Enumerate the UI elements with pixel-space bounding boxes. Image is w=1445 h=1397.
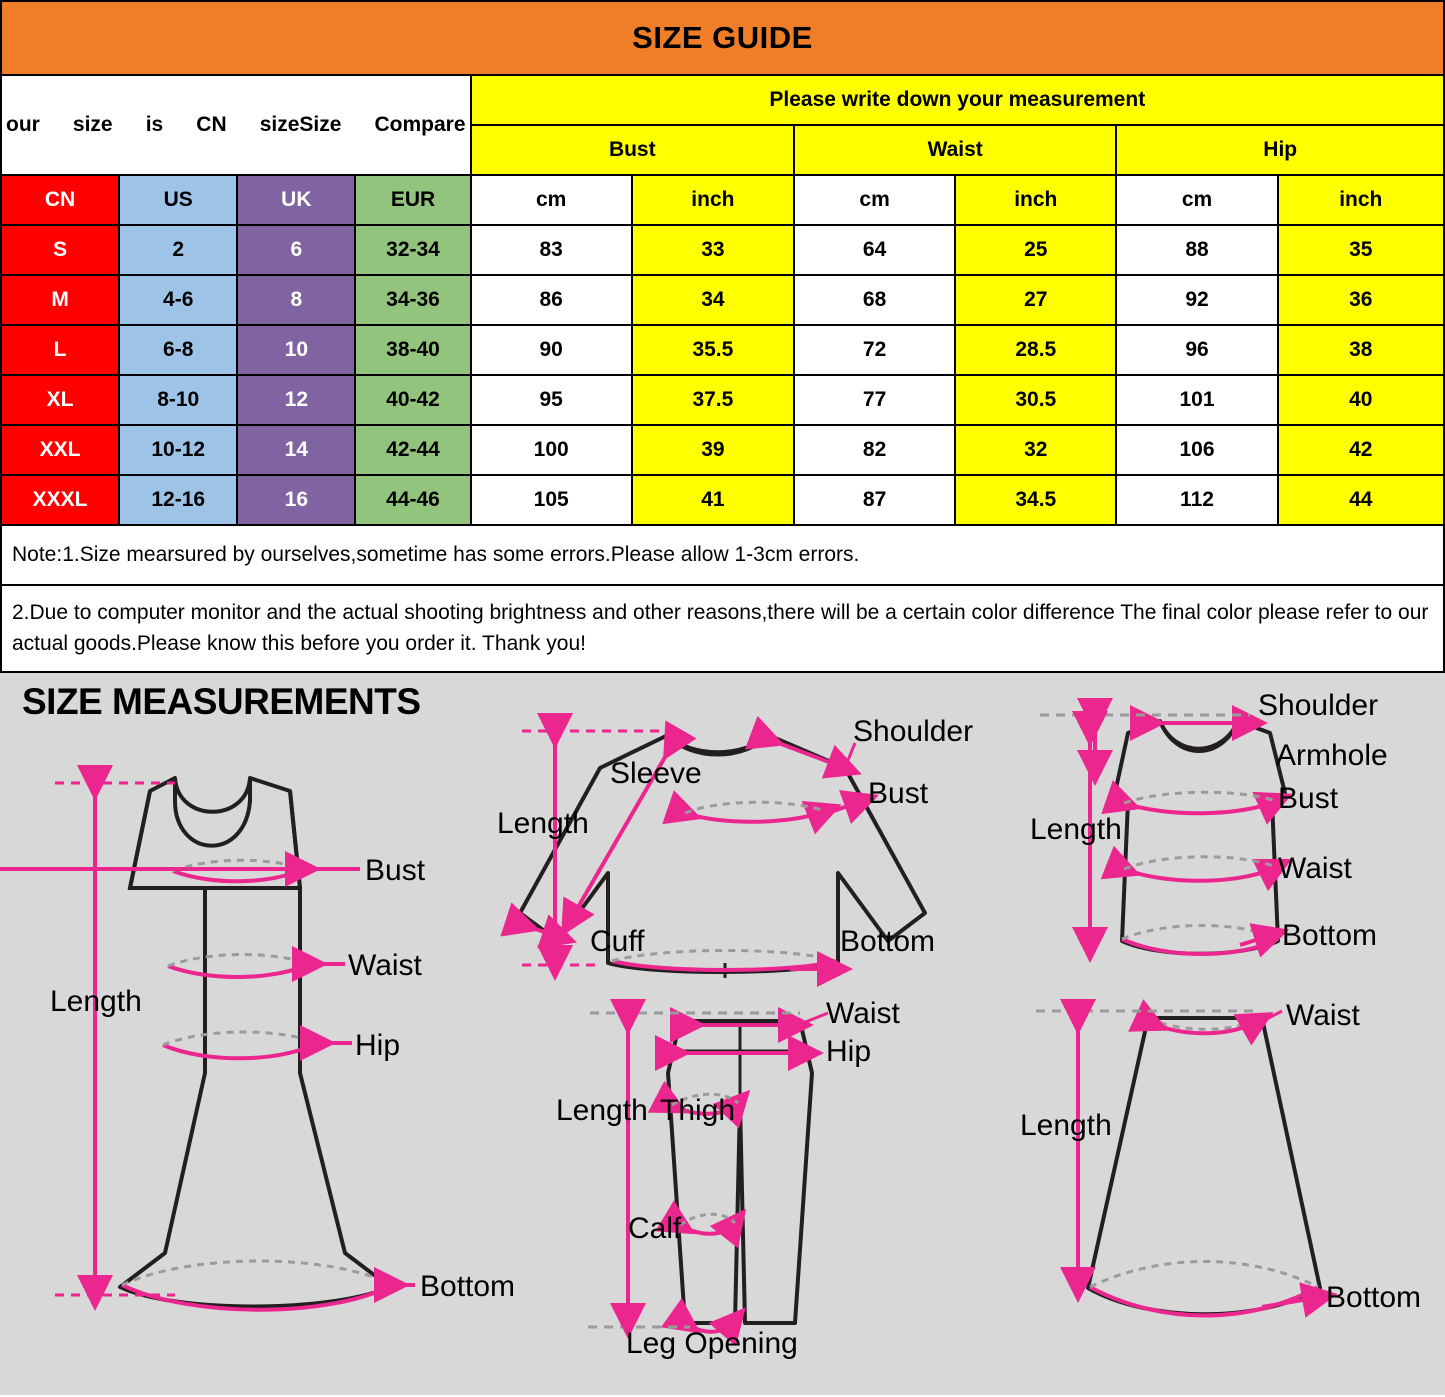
cell-waist-inch: 28.5 [955,325,1116,375]
table-header-row-3 [1,175,1444,225]
measurement-diagrams [0,673,1445,1395]
cell-us: 6-8 [119,325,237,375]
cell-uk: 14 [237,425,355,475]
cell-hip-cm: 96 [1116,325,1277,375]
size-measurements-title: SIZE MEASUREMENTS [22,681,421,723]
dress-length-label: Length [50,985,142,1019]
size-chart-table [0,74,1445,526]
cell-cn: L [1,325,119,375]
pants-waist-label: Waist [826,997,900,1031]
dress-diagram [0,778,515,1310]
unit-header-bust-inch: inch [632,175,794,225]
pants-calf-label: Calf [628,1212,682,1246]
cell-us: 12-16 [119,475,237,525]
top-sleeve-label: Sleeve [610,757,702,791]
cell-hip-inch: 36 [1278,275,1444,325]
size-header-uk: UK [237,175,355,225]
unit-header-hip-cm: cm [1116,175,1277,225]
cell-hip-cm: 88 [1116,225,1277,275]
dress-waist-label: Waist [348,949,422,983]
skirt-waist-label: Waist [1286,999,1360,1033]
cell-uk: 12 [237,375,355,425]
cell-cn: XL [1,375,119,425]
tank-length-label: Length [1030,813,1122,847]
size-measurements-section [0,673,1445,1395]
skirt-length-label: Length [1020,1109,1112,1143]
note-1: Note:1.Size mearsured by ourselves,sometime has some errors.Please allow 1-3cm errors. [2,526,1443,586]
skirt-bottom-label: Bottom [1326,1281,1422,1315]
cell-cn: S [1,225,119,275]
pants-diagram [556,997,901,1360]
measurement-header-cell: Please write down your measurement [471,75,1444,125]
skirt-diagram [1020,999,1421,1316]
group-header-hip: Hip [1116,125,1444,175]
top-diagram [497,715,973,978]
cell-bust-inch: 33 [632,225,794,275]
cell-bust-inch: 35.5 [632,325,794,375]
page-title [0,0,1445,74]
note-2: 2.Due to computer monitor and the actual shooting brightness and other reasons,there will be a certain color difference The final color please refer to our actual goods.Please know this before you order it. Thank you! [12,601,1429,655]
cell-waist-inch: 34.5 [955,475,1116,525]
cell-eur: 40-42 [355,375,470,425]
tank-waist-label: Waist [1278,852,1352,886]
size-header-cn: CN [1,175,119,225]
tank-armhole-label: Armhole [1276,739,1388,773]
pants-thigh-label: Thigh [660,1094,736,1128]
cell-bust-inch: 41 [632,475,794,525]
cell-bust-inch: 37.5 [632,375,794,425]
cell-hip-inch: 44 [1278,475,1444,525]
cell-hip-inch: 35 [1278,225,1444,275]
dress-hip-label: Hip [355,1029,401,1063]
top-bottom-label: Bottom [840,925,936,959]
cell-bust-cm: 105 [471,475,632,525]
table-row [1,325,1444,375]
cell-eur: 38-40 [355,325,470,375]
cell-waist-inch: 25 [955,225,1116,275]
cell-waist-inch: 32 [955,425,1116,475]
size-header-eur: EUR [355,175,470,225]
cell-us: 4-6 [119,275,237,325]
dress-bust-label: Bust [365,854,426,888]
cell-hip-cm: 112 [1116,475,1277,525]
cell-uk: 10 [237,325,355,375]
label-compare: Compare [374,113,466,136]
cell-hip-cm: 92 [1116,275,1277,325]
tank-diagram [1030,689,1388,954]
group-header-waist: Waist [794,125,1116,175]
cell-cn: M [1,275,119,325]
cell-hip-inch: 38 [1278,325,1444,375]
cell-uk: 8 [237,275,355,325]
cell-waist-cm: 72 [794,325,955,375]
cell-bust-cm: 100 [471,425,632,475]
cell-eur: 44-46 [355,475,470,525]
table-header-row-1 [1,75,1444,125]
cell-us: 8-10 [119,375,237,425]
cell-waist-cm: 77 [794,375,955,425]
top-shoulder-label: Shoulder [853,715,974,749]
cell-hip-cm: 101 [1116,375,1277,425]
label-our: our [6,113,40,136]
label-sizesize: sizeSize [259,113,342,136]
table-row [1,475,1444,525]
cell-uk: 6 [237,225,355,275]
unit-header-waist-inch: inch [955,175,1116,225]
page-title-text: SIZE GUIDE [632,20,813,55]
cell-hip-inch: 40 [1278,375,1444,425]
cell-hip-inch: 42 [1278,425,1444,475]
cell-waist-inch: 30.5 [955,375,1116,425]
notes-section [0,526,1445,673]
tank-bust-label: Bust [1278,782,1339,816]
label-size: size [72,113,113,136]
table-row [1,225,1444,275]
tank-bottom-label: Bottom [1282,919,1378,953]
label-is: is [145,113,164,136]
cell-waist-cm: 87 [794,475,955,525]
cell-us: 2 [119,225,237,275]
unit-header-bust-cm: cm [471,175,632,225]
group-header-bust: Bust [471,125,794,175]
top-bust-label: Bust [868,777,929,811]
cell-eur: 34-36 [355,275,470,325]
unit-header-waist-cm: cm [794,175,955,225]
cell-bust-inch: 39 [632,425,794,475]
cell-eur: 42-44 [355,425,470,475]
cell-hip-cm: 106 [1116,425,1277,475]
table-row [1,275,1444,325]
label-block-cell [1,75,471,175]
cell-bust-cm: 86 [471,275,632,325]
label-cn: CN [196,113,227,136]
cell-eur: 32-34 [355,225,470,275]
cell-bust-cm: 95 [471,375,632,425]
cell-waist-cm: 64 [794,225,955,275]
cell-bust-cm: 83 [471,225,632,275]
cell-waist-cm: 82 [794,425,955,475]
top-length-label: Length [497,807,589,841]
top-cuff-label: Cuff [590,925,645,959]
cell-waist-cm: 68 [794,275,955,325]
cell-bust-cm: 90 [471,325,632,375]
cell-cn: XXXL [1,475,119,525]
dress-bottom-label: Bottom [420,1270,516,1304]
unit-header-hip-inch: inch [1278,175,1444,225]
size-header-us: US [119,175,237,225]
cell-bust-inch: 34 [632,275,794,325]
pants-length-label: Length [556,1094,648,1128]
cell-us: 10-12 [119,425,237,475]
cell-cn: XXL [1,425,119,475]
pants-hip-label: Hip [826,1035,872,1069]
cell-uk: 16 [237,475,355,525]
table-row [1,425,1444,475]
cell-waist-inch: 27 [955,275,1116,325]
table-row [1,375,1444,425]
tank-shoulder-label: Shoulder [1258,689,1379,723]
pants-leg-opening-label: Leg Opening [626,1327,798,1361]
